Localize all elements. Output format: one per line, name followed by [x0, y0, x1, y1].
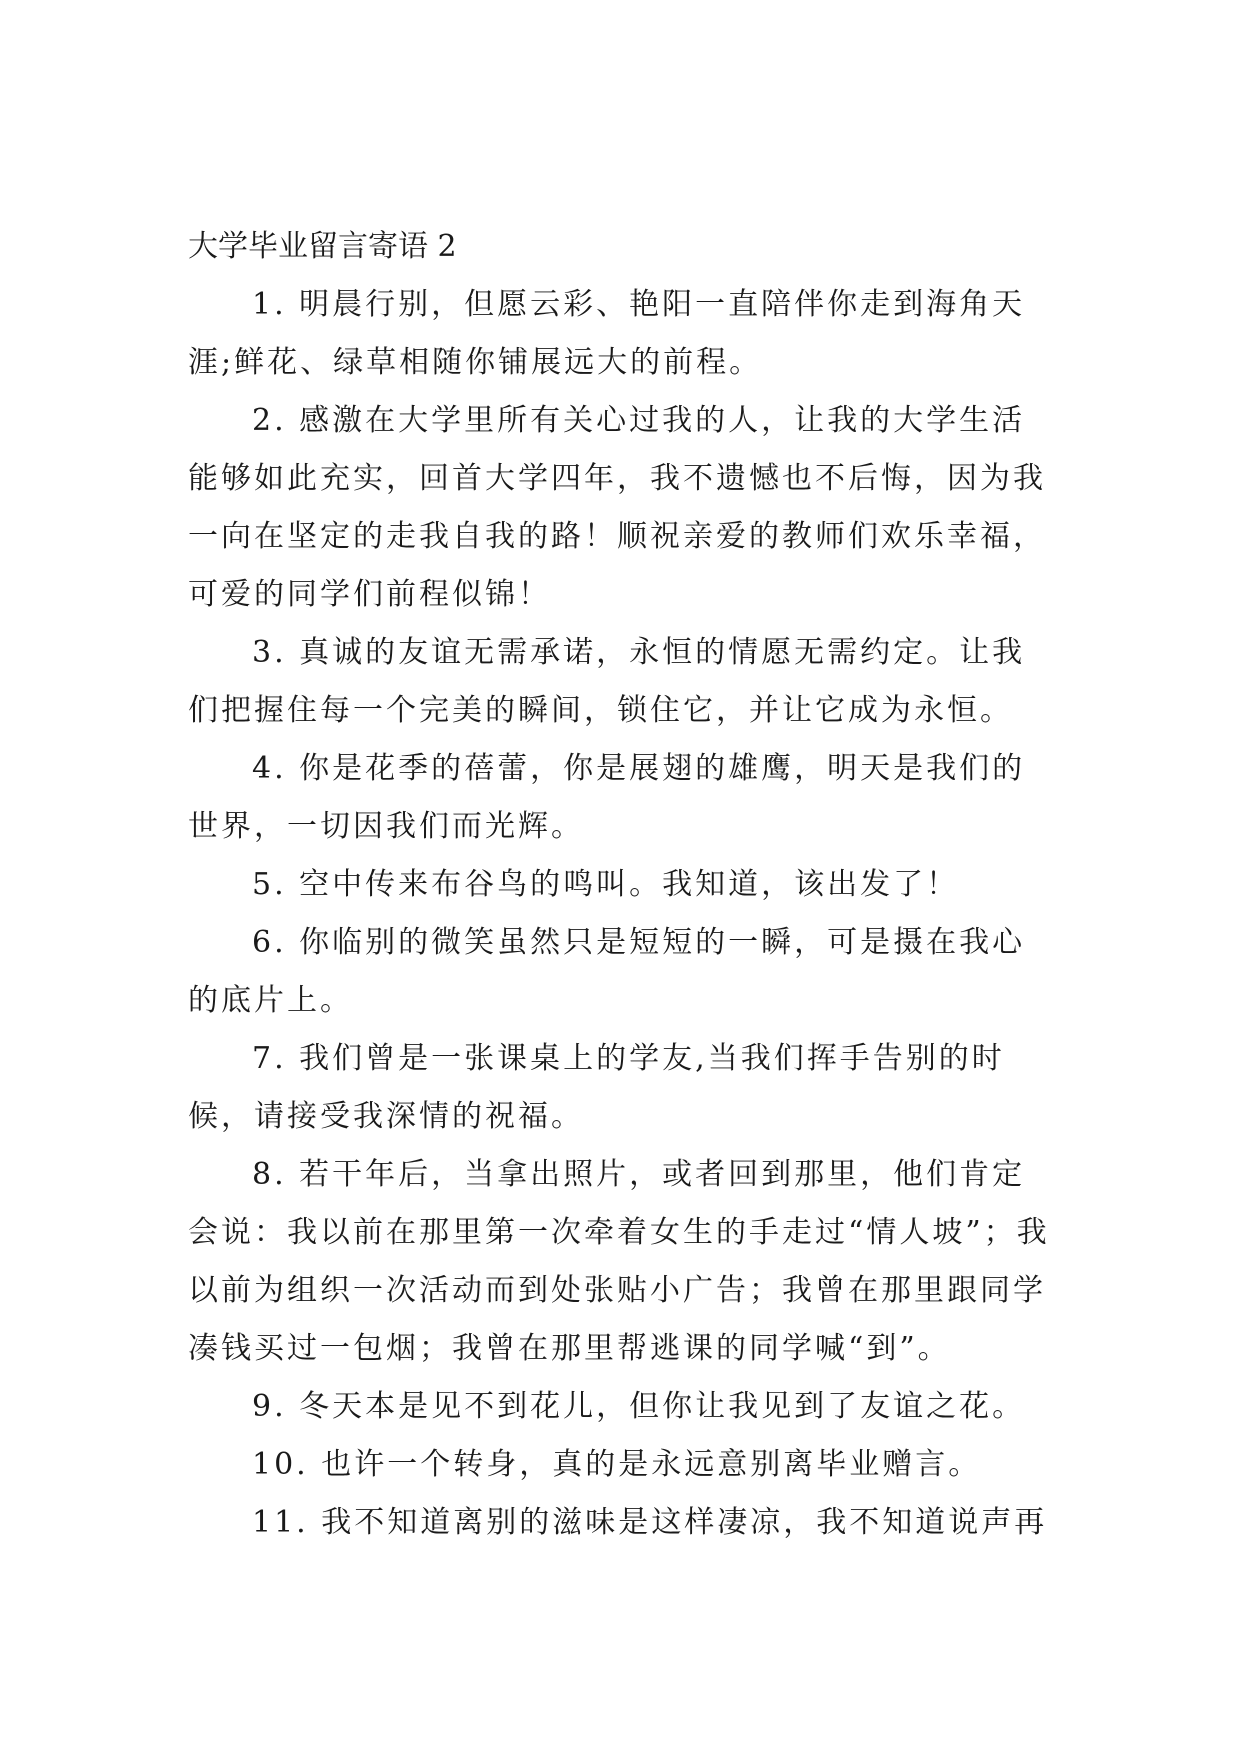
paragraph-5: 5. 空中传来布谷鸟的鸣叫。我知道，该出发了！ [252, 867, 960, 902]
paragraph-3: 3. 真诚的友谊无需承诺，永恒的情愿无需约定。让我们把握住每一个完美的瞬间，锁住它，并让它成为永恒。 [188, 635, 1026, 728]
paragraph-4: 4. 你是花季的蓓蕾，你是展翅的雄鹰，明天是我们的世界，一切因我们而光辉。 [188, 751, 1026, 844]
document-title: 大学毕业留言寄语 2 [188, 229, 457, 264]
paragraph-7: 7. 我们曾是一张课桌上的学友,当我们挥手告别的时候，请接受我深情的祝福。 [188, 1041, 1005, 1134]
paragraph-1: 1. 明晨行别，但愿云彩、艳阳一直陪伴你走到海角天涯;鲜花、绿草相随你铺展远大的前程。 [188, 287, 1026, 380]
document-body [188, 218, 1053, 1552]
paragraph-10: 10. 也许一个转身，真的是永远意别离毕业赠言。 [252, 1447, 982, 1482]
paragraph-2: 2. 感激在大学里所有关心过我的人，让我的大学生活能够如此充实，回首大学四年，我不遗憾也不后悔，因为我一向在坚定的走我自我的路！顺祝亲爱的教师们欢乐幸福，可爱的同学们前程似锦！ [188, 403, 1046, 612]
paragraph-6: 6. 你临别的微笑虽然只是短短的一瞬，可是摄在我心的底片上。 [188, 925, 1026, 1018]
paragraph-11: 11. 我不知道离别的滋味是这样凄凉，我不知道说声再 [252, 1505, 1048, 1540]
paragraph-8: 8. 若干年后，当拿出照片，或者回到那里，他们肯定会说：我以前在那里第一次牵着女生的手走过“情人坡”；我以前为组织一次活动而到处张贴小广告；我曾在那里跟同学凑钱买过一包烟；我曾在那里帮逃课的同学喊“到”。 [188, 1157, 1050, 1366]
paragraph-9: 9. 冬天本是见不到花儿，但你让我见到了友谊之花。 [252, 1389, 1026, 1424]
